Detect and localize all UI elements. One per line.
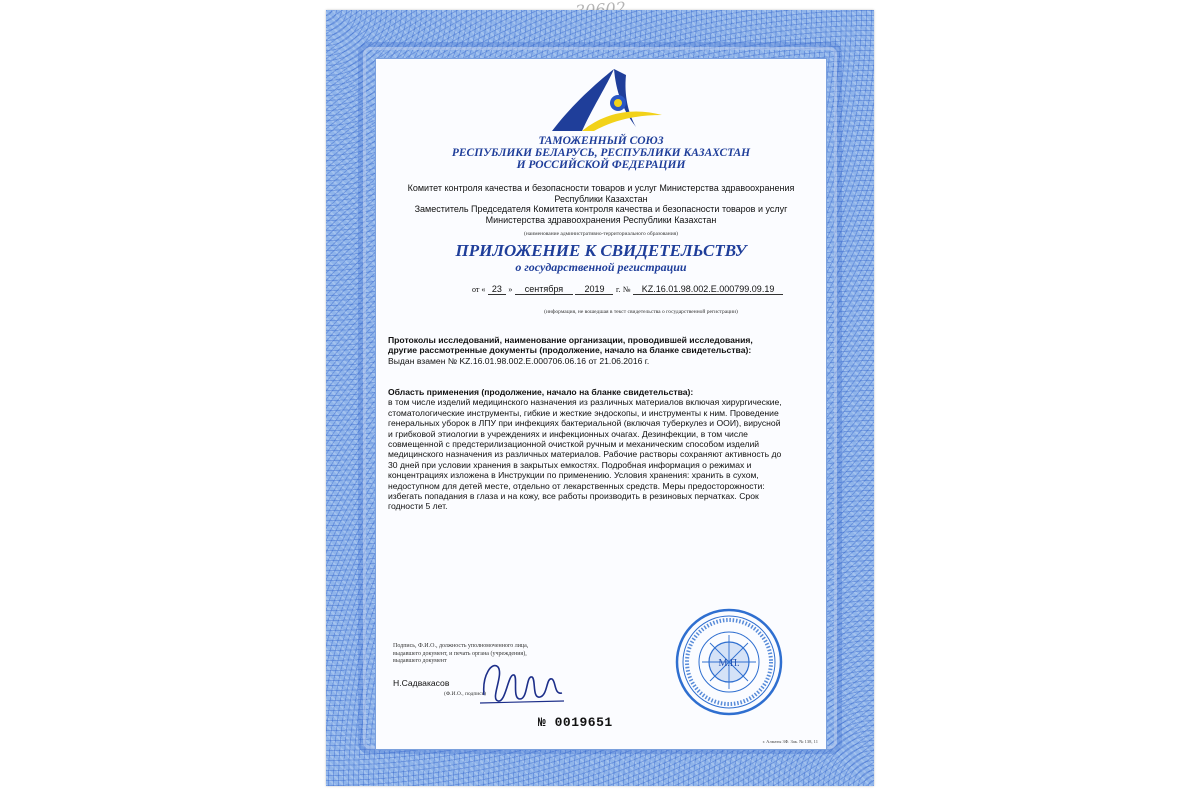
registration-caption: (информация, не вошедшая в текст свидетельства о государственной регистрации) <box>544 309 738 315</box>
registration-month: сентября <box>515 284 573 295</box>
appendix-title: ПРИЛОЖЕНИЕ К СВИДЕТЕЛЬСТВУ <box>455 241 747 260</box>
number-sign: № <box>622 285 631 294</box>
customs-union-logo-icon <box>532 65 672 135</box>
issuing-authority <box>376 183 826 225</box>
scope-heading: Область применения (продолжение, начало на бланке свидетельства): <box>388 387 694 397</box>
certificate-document <box>326 10 874 786</box>
protocols-heading: Протоколы исследований, наименование организации, проводившей исследования, <box>388 335 753 345</box>
registration-year: 2019 <box>575 284 613 295</box>
certificate-inner-panel <box>375 58 827 750</box>
scope-line: 30 дней при условии хранения в закрытых емкостях. Подробная информация о режимах и <box>388 459 752 470</box>
handwritten-signature-icon <box>476 655 566 710</box>
official-seal-icon <box>674 607 784 717</box>
authority-line: Заместитель Председателя Комитета контроля качества и безопасности товаров и услуг <box>414 204 788 214</box>
protocols-body: Выдан взамен № KZ.16.01.98.002.E.000706.06.16 от 21.06.2016 г. <box>388 355 650 366</box>
form-serial-number: № 0019651 <box>538 715 613 730</box>
seal-center-text: М.П. <box>718 658 740 669</box>
scope-line: стоматологические инструменты, гибкие и жесткие эндоскопы, и инструменты к ним. Проведение <box>388 407 779 418</box>
authority-line: Министерства здравоохранения Республики Казахстан <box>485 214 717 225</box>
scope-line: медицинского назначения из различных материалов. Рабочие растворы сохраняют активность до <box>388 449 782 460</box>
appendix-subtitle: о государственной регистрации <box>515 260 687 274</box>
signature-caption-line: выдавшего документ <box>393 658 447 664</box>
scope-line: недоступном для детей месте, отдельно от лекарственных средств. Меры предосторожности: <box>388 480 765 491</box>
from-label: от « <box>472 285 486 294</box>
authority-line: Республики Казахстан <box>554 193 648 204</box>
customs-union-title <box>376 135 826 171</box>
authority-line: Комитет контроля качества и безопасности товаров и услуг Министерства здравоохранения <box>407 183 795 193</box>
scope-line: и грибковой этиологии в учреждениях и инфекционных очагах. Дезинфекции, в том числе <box>388 428 748 439</box>
signature-caption-line: Подпись, Ф.И.О., должность уполномоченного лица, <box>393 643 529 649</box>
scope-line: генеральных уборок в ЛПУ при инфекциях бактериальной (включая туберкулез и ООИ), вирусной <box>388 418 781 429</box>
scope-section <box>388 387 814 512</box>
registration-day: 23 <box>488 284 506 295</box>
signature-caption-line: выдавшего документ, и печать органа (учреждения), <box>393 650 527 657</box>
scope-line: избегать попадания в глаза и на кожу, все работы производить в резиновых перчатках. Срок <box>388 491 759 502</box>
union-line: И РОССИЙСКОЙ ФЕДЕРАЦИИ <box>516 159 686 171</box>
quote-close: » <box>508 285 513 294</box>
printer-note: г. Алматы ЗФ. Зак. № 138, 11 <box>762 739 818 744</box>
union-line: РЕСПУБЛИКИ БЕЛАРУСЬ, РЕСПУБЛИКИ КАЗАХСТАН <box>451 147 751 159</box>
scope-line: годности 5 лет. <box>388 501 448 512</box>
territory-caption: (наименование административно-территориального образования) <box>523 231 678 237</box>
signer-caption: (Ф.И.О., подпись) <box>444 691 486 697</box>
scope-line: в том числе изделий медицинского назначения из различных материалов включая хирургические, <box>388 397 782 408</box>
signer-name: Н.Садвакасов <box>393 678 450 688</box>
union-line: ТАМОЖЕННЫЙ СОЮЗ <box>538 135 664 147</box>
scope-line: совмещенной с предстерилизационной очисткой ручным и механическим способом изделий <box>388 439 760 450</box>
registration-date-line <box>472 284 783 295</box>
protocols-section <box>388 335 814 366</box>
registration-number: KZ.16.01.98.002.E.000799.09.19 <box>633 284 783 295</box>
protocols-heading: другие рассмотренные документы (продолжение, начало на бланке свидетельства): <box>388 345 752 356</box>
scope-line: концентрациях изложена в Инструкции по применению. Условия хранения: хранить в сухом, <box>388 470 759 481</box>
year-suffix: г. <box>615 285 621 294</box>
